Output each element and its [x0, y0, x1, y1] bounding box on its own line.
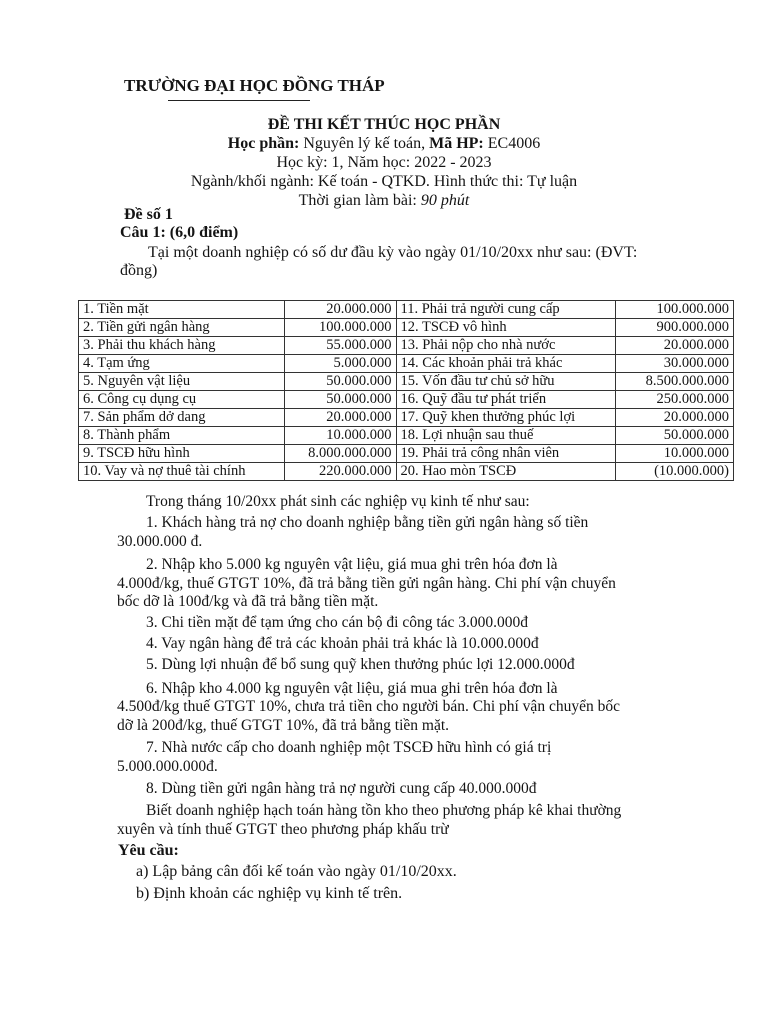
balance-row	[79, 427, 734, 445]
opening-balance-table	[78, 300, 734, 481]
balance-row	[79, 445, 734, 463]
account-amount: 5.000.000	[284, 355, 396, 373]
transaction-6-line2: 4.500đ/kg thuế GTGT 10%, chưa trả tiền cho người bán. Chi phí vận chuyển bốc	[117, 698, 620, 715]
transaction-7-line1: 7. Nhà nước cấp cho doanh nghiệp một TSCĐ hữu hình có giá trị	[146, 739, 552, 756]
school-name: TRƯỜNG ĐẠI HỌC ĐỒNG THÁP	[124, 76, 385, 95]
account-amount: 900.000.000	[616, 319, 734, 337]
transaction-3: 3. Chi tiền mặt để tạm ứng cho cán bộ đi công tác 3.000.000đ	[146, 614, 529, 631]
account-label: 18. Lợi nhuận sau thuế	[396, 427, 616, 445]
account-label: 9. TSCĐ hữu hình	[79, 445, 285, 463]
course-code: EC4006	[483, 135, 541, 152]
transaction-2-line1: 2. Nhập kho 5.000 kg nguyên vật liệu, giá mua ghi trên hóa đơn là	[146, 556, 558, 573]
transactions-intro: Trong tháng 10/20xx phát sinh các nghiệp vụ kinh tế như sau:	[146, 493, 530, 510]
question-title: Câu 1: (6,0 điểm)	[120, 224, 239, 241]
account-amount: 20.000.000	[616, 337, 734, 355]
account-label: 2. Tiền gửi ngân hàng	[79, 319, 285, 337]
account-label: 19. Phải trả công nhân viên	[396, 445, 616, 463]
course-code-label: Mã HP:	[429, 135, 484, 152]
account-amount: 8.500.000.000	[616, 373, 734, 391]
account-label: 7. Sản phẩm dở dang	[79, 409, 285, 427]
transaction-8: 8. Dùng tiền gửi ngân hàng trả nợ người cung cấp 40.000.000đ	[146, 780, 537, 797]
account-amount: 20.000.000	[284, 409, 396, 427]
balance-row	[79, 391, 734, 409]
accounting-note-line1: Biết doanh nghiệp hạch toán hàng tồn kho theo phương pháp kê khai thường	[146, 802, 622, 819]
account-amount: 250.000.000	[616, 391, 734, 409]
requirement-a: a) Lập bảng cân đối kế toán vào ngày 01/10/20xx.	[136, 863, 457, 880]
account-label: 1. Tiền mặt	[79, 301, 285, 319]
balance-table-body	[79, 301, 734, 481]
transaction-6-line1: 6. Nhập kho 4.000 kg nguyên vật liệu, giá mua ghi trên hóa đơn là	[146, 680, 558, 697]
account-amount: 100.000.000	[616, 301, 734, 319]
balance-row	[79, 373, 734, 391]
semester-line: Học kỳ: 1, Năm học: 2022 - 2023	[276, 154, 492, 171]
balance-row	[79, 337, 734, 355]
balance-row	[79, 463, 734, 481]
course-label: Học phần:	[227, 135, 300, 152]
balance-row	[79, 301, 734, 319]
account-amount: 50.000.000	[616, 427, 734, 445]
account-label: 4. Tạm ứng	[79, 355, 285, 373]
major-line: Ngành/khối ngành: Kế toán - QTKD. Hình thức thi: Tự luận	[190, 173, 578, 190]
time-value: 90 phút	[420, 192, 470, 209]
requirements-title: Yêu cầu:	[118, 842, 179, 859]
account-amount: 220.000.000	[284, 463, 396, 481]
account-label: 5. Nguyên vật liệu	[79, 373, 285, 391]
accounting-note-line2: xuyên và tính thuế GTGT theo phương pháp khấu trừ	[117, 821, 449, 838]
transaction-2-line2: 4.000đ/kg, thuế GTGT 10%, đã trả bằng tiền gửi ngân hàng. Chi phí vận chuyển	[117, 575, 616, 592]
account-label: 12. TSCĐ vô hình	[396, 319, 616, 337]
account-label: 13. Phải nộp cho nhà nước	[396, 337, 616, 355]
account-amount: 20.000.000	[284, 301, 396, 319]
account-amount: 50.000.000	[284, 391, 396, 409]
account-label: 10. Vay và nợ thuê tài chính	[79, 463, 285, 481]
exam-title: ĐỀ THI KẾT THÚC HỌC PHẦN	[267, 116, 501, 133]
transaction-4: 4. Vay ngân hàng để trả các khoản phải trả khác là 10.000.000đ	[146, 635, 539, 652]
question-intro-line2: đồng)	[120, 262, 158, 279]
account-amount: 20.000.000	[616, 409, 734, 427]
transaction-2-line3: bốc dỡ là 100đ/kg và đã trả bằng tiền mặt.	[117, 593, 379, 610]
account-amount: 100.000.000	[284, 319, 396, 337]
account-label: 11. Phải trả người cung cấp	[396, 301, 616, 319]
question-intro-line1: Tại một doanh nghiệp có số dư đầu kỳ vào ngày 01/10/20xx như sau: (ĐVT:	[148, 244, 638, 261]
requirement-b: b) Định khoản các nghiệp vụ kinh tế trên.	[136, 885, 403, 902]
account-label: 20. Hao mòn TSCĐ	[396, 463, 616, 481]
course-name: Nguyên lý kế toán,	[299, 135, 430, 152]
account-label: 3. Phải thu khách hàng	[79, 337, 285, 355]
transaction-6-line3: dỡ là 200đ/kg, thuế GTGT 10%, đã trả bằng tiền mặt.	[117, 717, 450, 734]
transaction-7-line2: 5.000.000.000đ.	[117, 758, 218, 775]
balance-row	[79, 355, 734, 373]
account-label: 6. Công cụ dụng cụ	[79, 391, 285, 409]
account-label: 15. Vốn đầu tư chủ sở hữu	[396, 373, 616, 391]
transaction-1-line1: 1. Khách hàng trả nợ cho doanh nghiệp bằng tiền gửi ngân hàng số tiền	[146, 514, 589, 531]
account-amount: 8.000.000.000	[284, 445, 396, 463]
course-line	[0, 135, 768, 153]
account-label: 14. Các khoản phải trả khác	[396, 355, 616, 373]
account-label: 17. Quỹ khen thưởng phúc lợi	[396, 409, 616, 427]
exam-number: Đề số 1	[124, 206, 173, 223]
account-label: 8. Thành phẩm	[79, 427, 285, 445]
transaction-5: 5. Dùng lợi nhuận để bổ sung quỹ khen thưởng phúc lợi 12.000.000đ	[146, 656, 575, 673]
account-amount: (10.000.000)	[616, 463, 734, 481]
account-amount: 30.000.000	[616, 355, 734, 373]
time-line	[0, 192, 768, 210]
transaction-1-line2: 30.000.000 đ.	[117, 533, 203, 550]
time-label: Thời gian làm bài:	[298, 192, 421, 209]
account-amount: 55.000.000	[284, 337, 396, 355]
account-amount: 10.000.000	[616, 445, 734, 463]
balance-row	[79, 409, 734, 427]
school-underline	[168, 100, 310, 101]
account-amount: 50.000.000	[284, 373, 396, 391]
account-amount: 10.000.000	[284, 427, 396, 445]
balance-row	[79, 319, 734, 337]
account-label: 16. Quỹ đầu tư phát triển	[396, 391, 616, 409]
